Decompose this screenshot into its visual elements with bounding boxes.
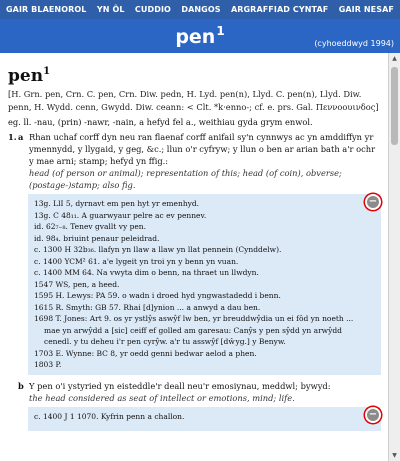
sense-letter-a: a (18, 132, 24, 142)
citation: c. 1400 MM 64. Na vwyta dim o benn, na thraet un llwdyn. (34, 268, 259, 277)
scroll-up-arrow-icon[interactable]: ▲ (392, 55, 397, 62)
citation: 13g. C 48₁₁. A guarwyaur pelre ac ev pennev. (34, 210, 207, 220)
publication-year: (cyhoeddwyd 1994) (314, 39, 394, 48)
nav-previous-word[interactable]: GAIR BLAENOROL (6, 5, 87, 14)
nav-show[interactable]: DANGOS (181, 5, 221, 14)
sense-1 (8, 131, 381, 191)
citation: 1698 T. Jones: Art 9. os yr ystlŷs aswŷf lw ben, yr breuddwŷdia un ei fôd yn noeth ... mae yn arwŷdd a [sic] ceiff ef golled am garesau: Canŷs y pen sŷdd yn arwŷdd cenedl. y tu deheu i'r pen cyrŷw. a'r tu asswŷf [dŵyg.] y Benyw. (34, 314, 354, 346)
grammar-note: eg. ll. -nau, (prin) -nawr, -nain, a hefyd fel a., weithiau gyda grym enwol. (8, 117, 313, 127)
citation: 1595 H. Lewys: PA 59. o wadn i droed hyd yngwastadedd i benn. (34, 291, 281, 300)
citation: c. 1400 J 1 1070. Kyfrin penn a challon. (34, 411, 185, 421)
vertical-scrollbar[interactable] (388, 53, 400, 461)
citation: c. 1300 H 32b₃₆. llafyn yn llaw a llaw yn llat pennein (Cynddelw). (34, 245, 282, 254)
sense-1b-body (18, 380, 381, 404)
headword (8, 63, 381, 85)
headword-superscript: 1 (43, 66, 51, 77)
citation: 1615 R. Smyth: GB 57. Rhai [d]ynion ... a anwyd a dau ben. (34, 302, 261, 312)
citation: 1803 P. (34, 360, 62, 369)
nav-hide[interactable]: CUDDIO (134, 5, 171, 14)
nav-first-edition[interactable]: ARGRAFFIAD CYNTAF (230, 5, 329, 14)
scrollbar-thumb[interactable] (391, 67, 398, 145)
nav-next-word[interactable]: GAIR NESAF (338, 5, 394, 14)
header-title-word: pen (175, 26, 216, 48)
collapse-citations-button[interactable]: − (368, 196, 378, 207)
header-title-superscript: 1 (216, 24, 225, 38)
sense-1b-definition: Y pen o'i ystyried yn eisteddle'r deall neu'r emosiynau, meddwl; bywyd: (29, 380, 331, 391)
sense-letter-b: b (18, 380, 24, 391)
citations-box-b (28, 407, 381, 431)
nav-back[interactable]: YN ÔL (96, 5, 125, 14)
sense-1a-definition: Rhan uchaf corff dyn neu ran flaenaf corff anifail sy'n cynnwys ac yn amddiffyn yr ymennydd, y llygaid, y geg, &c.; llun o'r cyfryw; y llun o ben ar arian bath a'r ochr y mae arni; stamp; hefyd yn ffig.: (29, 132, 376, 166)
sense-1b (8, 380, 381, 404)
scroll-down-arrow-icon[interactable]: ▼ (392, 452, 397, 459)
collapse-citations-b-button[interactable]: − (368, 408, 378, 420)
citation: 13g. LlI 5, dyrnavt em pen hyt yr emenhyd. (34, 199, 200, 208)
etymology: [H. Grn. pen, Crn. C. pen, Crn. Diw. pedn, H. Lyd. pen(n), Llyd. C. pen(n), Llyd. Diw. penn, H. Wydd. cenn, Gwydd. Diw. ceann: < Clt. *k·enno-; cf. e. prs. Gal. Πεννοουινδος] (8, 89, 379, 112)
citation: 1547 WS, pen, a heed. (34, 279, 120, 289)
sense-1a (18, 131, 381, 191)
citation: id. 98₄. briuint penaur peleidrad. (34, 233, 160, 243)
entry-header (0, 19, 400, 53)
entry-content (0, 53, 387, 461)
citation: id. 62₇₋₈. Tenev gvallt vy pen. (34, 222, 147, 231)
sense-number: 1. (8, 132, 17, 142)
headword-text: pen (8, 66, 44, 86)
citation: 1703 E. Wynne: BC 8, yr oedd genni bedwar aelod a phen. (34, 348, 257, 358)
sense-1b-gloss: the head considered as seat of intellect or emotions, mind; life. (29, 392, 295, 403)
citation: c. 1400 YCM² 61. a'e lygeit yn troi yn y benn yn vuan. (34, 256, 239, 266)
top-navigation-bar (0, 0, 400, 19)
sense-1a-gloss: head (of person or animal); representation of this; head (of coin), obverse; (postage-)stamp; also fig. (29, 168, 342, 190)
citations-box (28, 194, 381, 375)
